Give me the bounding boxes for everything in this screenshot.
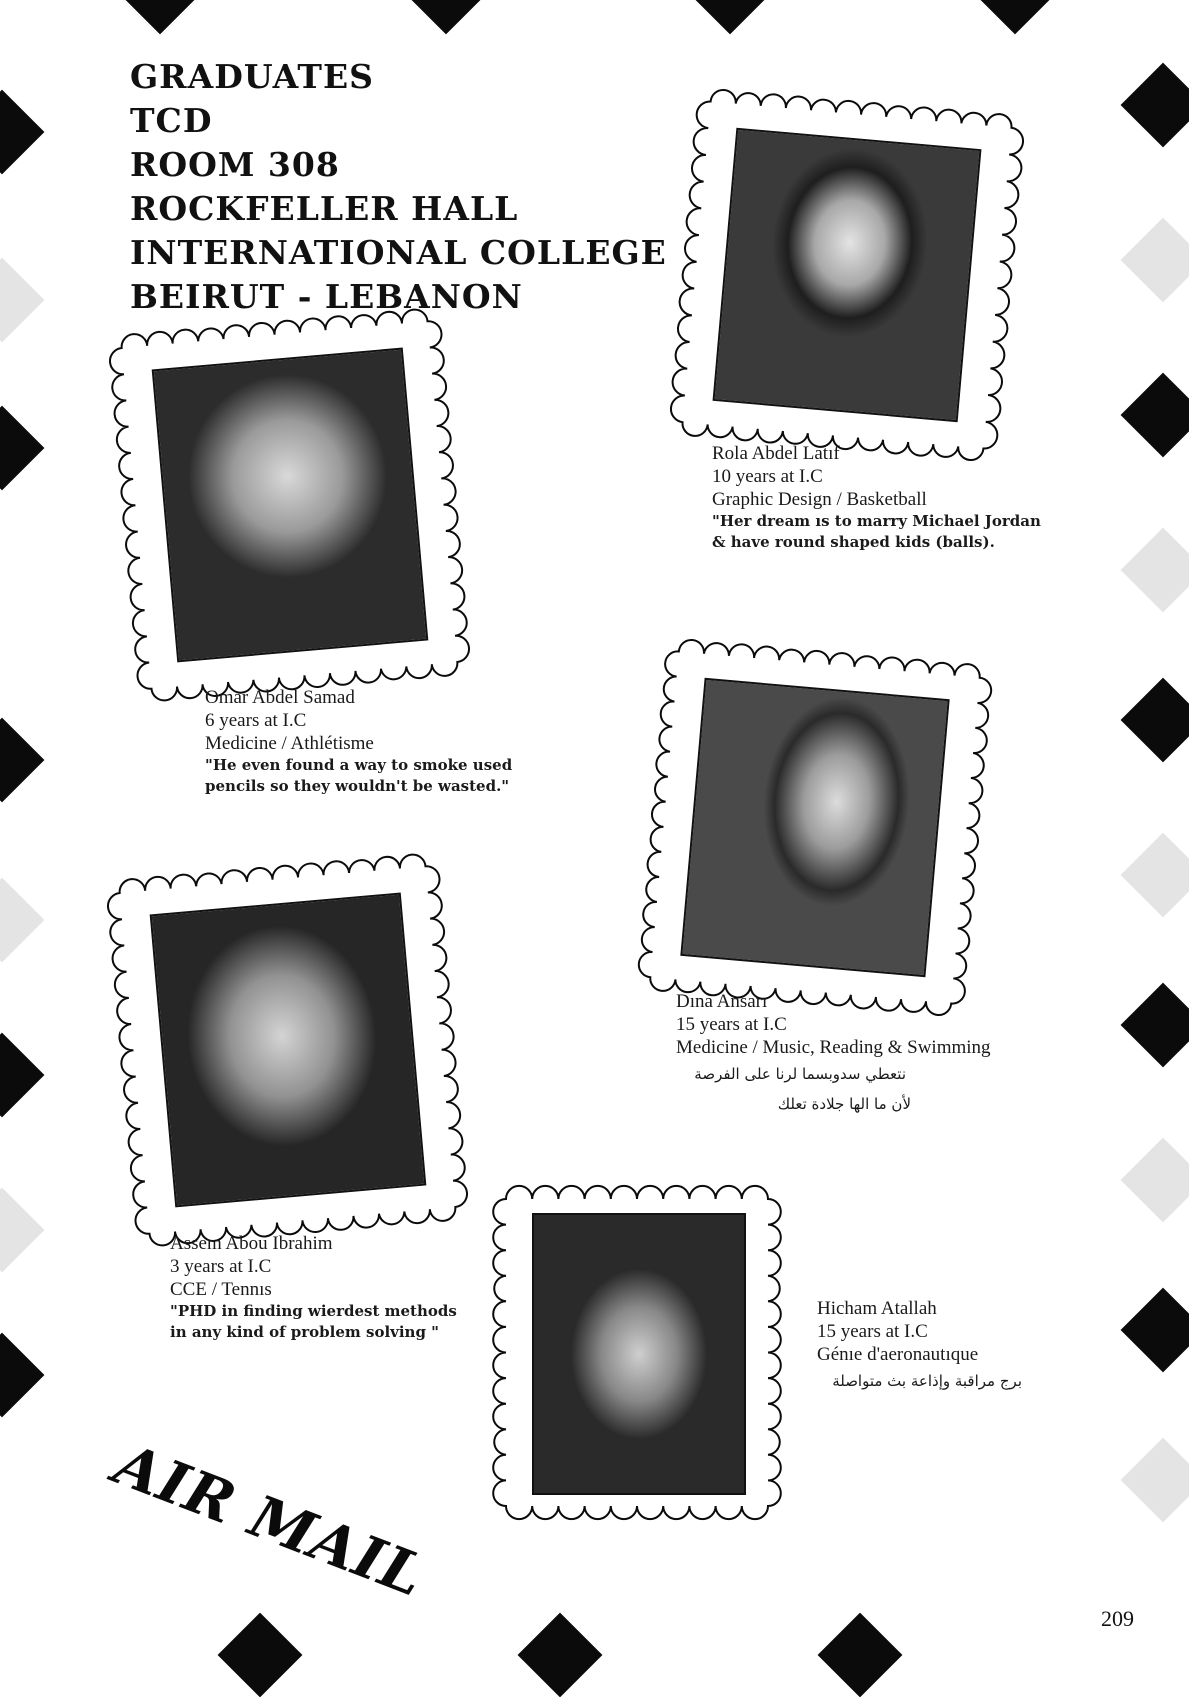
diamond-icon xyxy=(0,258,44,343)
header-line: GRADUATES xyxy=(130,57,374,96)
student-quote: & have round shaped kids (balls). xyxy=(712,533,995,551)
diamond-icon xyxy=(118,0,203,34)
student-photo xyxy=(532,1213,746,1495)
student-arabic-quote: لأن ما الها جلادة تعلك xyxy=(777,1095,911,1113)
student-years: 10 years at I.C xyxy=(712,466,823,487)
student-name: Omar Abdel Samad xyxy=(205,687,355,708)
student-caption xyxy=(712,442,1041,553)
diamond-icon xyxy=(0,406,44,491)
air-mail-stamp-text: AIR MAIL xyxy=(105,1430,435,1611)
page-number: 209 xyxy=(1101,1606,1134,1631)
diamond-icon xyxy=(1121,1288,1189,1373)
diamond-icon xyxy=(818,1613,903,1697)
diamond-icon xyxy=(688,0,773,34)
student-interests: CCE / Tennıs xyxy=(170,1279,272,1300)
student-interests: Graphic Design / Basketball xyxy=(712,489,927,510)
diamond-icon xyxy=(1121,63,1189,148)
student-years: 3 years at I.C xyxy=(170,1256,272,1277)
student-name: Dına Ansarı xyxy=(676,991,768,1012)
student-arabic-quote: نتعطي سدوبسما لرنا على الفرصة xyxy=(694,1065,906,1083)
student-caption xyxy=(205,686,512,797)
stamp-frame xyxy=(667,86,1026,463)
student-interests: Génıe d'aeronautıque xyxy=(817,1344,979,1365)
diamond-icon xyxy=(0,90,44,175)
student-photo xyxy=(152,348,429,663)
diamond-icon xyxy=(973,0,1058,34)
student-caption xyxy=(817,1297,1022,1396)
student-quote: "Her dream ıs to marry Michael Jordan xyxy=(712,512,1041,530)
student-interests: Medicine / Music, Reading & Swimming xyxy=(676,1037,991,1058)
header-line: ROCKFELLER HALL xyxy=(130,189,519,228)
student-photo xyxy=(680,678,949,977)
diamond-icon xyxy=(0,1188,44,1273)
student-years: 15 years at I.C xyxy=(817,1321,928,1342)
diamond-icon xyxy=(1121,1138,1189,1223)
stamp-frame xyxy=(635,636,995,1018)
diamond-icon xyxy=(1121,218,1189,303)
diamond-icon xyxy=(0,878,44,963)
diamond-icon xyxy=(404,0,489,34)
diamond-icon xyxy=(1121,528,1189,613)
diamond-icon xyxy=(518,1613,603,1697)
student-interests: Medicine / Athlétisme xyxy=(205,733,374,754)
header-line: ROOM 308 xyxy=(130,145,340,184)
stamp-frame xyxy=(107,306,473,704)
diamond-icon xyxy=(1121,1438,1189,1523)
diamond-icon xyxy=(0,718,44,803)
diamond-icon xyxy=(1121,678,1189,763)
student-quote: "PHD in finding wierdest methods xyxy=(170,1302,457,1320)
student-arabic-quote: برج مراقبة وإذاعة بث متواصلة xyxy=(832,1372,1022,1390)
student-quote: pencils so they wouldn't be wasted." xyxy=(205,777,510,795)
diamond-icon xyxy=(1121,833,1189,918)
stamp-frame xyxy=(105,851,471,1249)
header-line: TCD xyxy=(130,101,213,140)
student-name: Assem Abou Ibrahim xyxy=(170,1233,333,1254)
student-quote: in any kind of problem solving " xyxy=(170,1323,439,1341)
student-years: 6 years at I.C xyxy=(205,710,307,731)
student-caption xyxy=(170,1232,457,1343)
student-photo xyxy=(713,128,982,422)
header-line: INTERNATIONAL COLLEGE xyxy=(130,233,667,272)
student-name: Hicham Atallah xyxy=(817,1298,937,1319)
student-quote: "He even found a way to smoke used xyxy=(205,756,513,774)
diamond-icon xyxy=(218,1613,303,1697)
student-caption xyxy=(676,990,991,1119)
diamond-icon xyxy=(1121,373,1189,458)
page-header xyxy=(130,55,667,319)
diamond-icon xyxy=(0,1033,44,1118)
student-name: Rola Abdel Latıf xyxy=(712,443,840,464)
student-photo xyxy=(150,893,427,1208)
stamp-frame xyxy=(492,1185,782,1520)
student-years: 15 years at I.C xyxy=(676,1014,787,1035)
header-line: BEIRUT - LEBANON xyxy=(130,277,523,316)
diamond-icon xyxy=(1121,983,1189,1068)
diamond-icon xyxy=(0,1333,44,1418)
